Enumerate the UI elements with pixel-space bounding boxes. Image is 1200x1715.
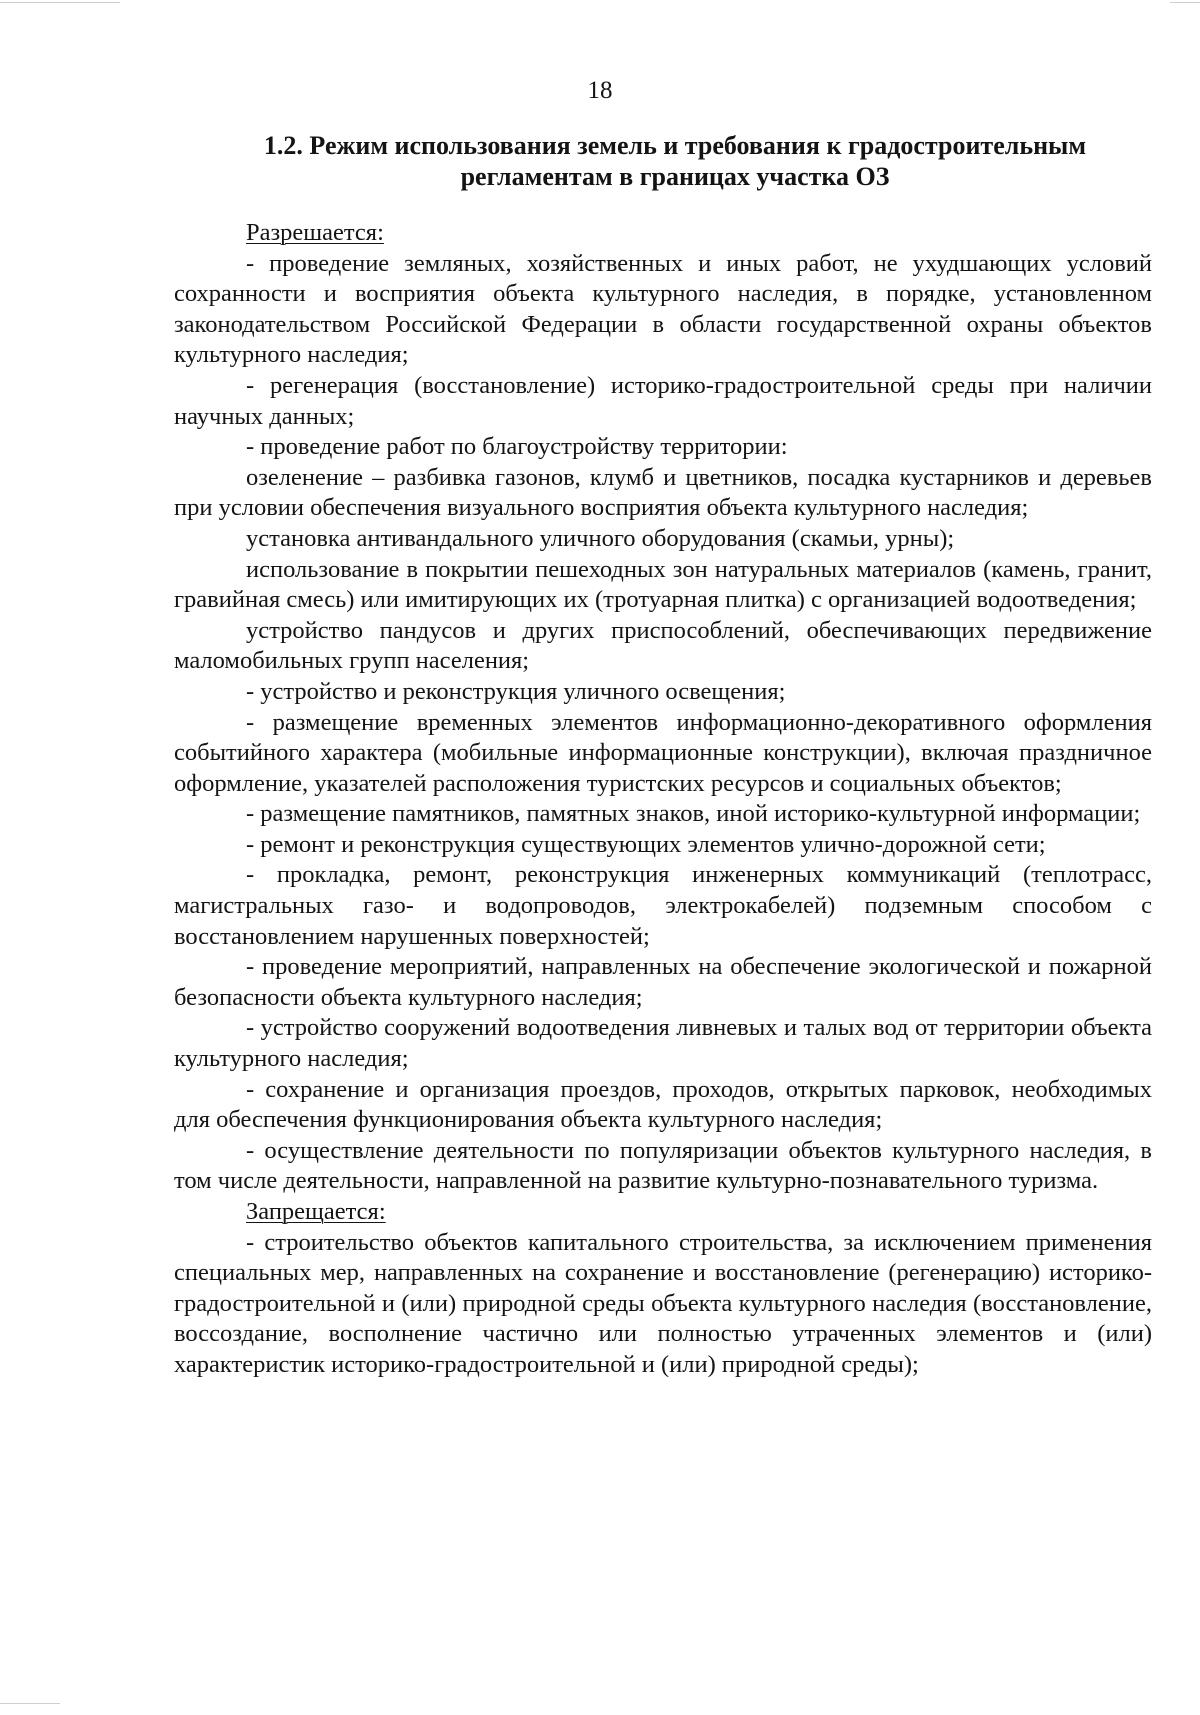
- prohibited-item: - строительство объектов капитального строительства, за исключением применения специальных мер, направленных на сохранение и восстановление (регенерацию) историко-градостроительной и (или) природной среды объекта культурного наследия (восстановление, воссоздание, восполнение частично или полностью утраченных элементов и (или) характеристик историко-градостроительной и (или) природной среды);: [174, 1228, 1152, 1378]
- allowed-item: - регенерация (восстановление) историко-градостроительной среды при наличии научных данных;: [174, 371, 1152, 430]
- section-heading: [175, 130, 1175, 192]
- allowed-item: - размещение временных элементов информационно-декоративного оформления событийного характера (мобильные информационные конструкции), включая праздничное оформление, указателей расположения туристских ресурсов и социальных объектов;: [174, 708, 1152, 797]
- document-body: [174, 218, 1152, 1381]
- allowed-subitem: озеленение – разбивка газонов, клумб и цветников, посадка кустарников и деревьев при условии обеспечения визуального восприятия объекта культурного наследия;: [174, 463, 1152, 522]
- allowed-item: - проведение работ по благоустройству территории:: [246, 433, 788, 461]
- section-heading-line-2: регламентам в границах участка ОЗ: [460, 162, 890, 191]
- scan-edge-mark-top-left: [0, 2, 120, 3]
- allowed-section-title: Разрешается:: [246, 219, 384, 246]
- page-number: 18: [587, 77, 613, 104]
- allowed-item: - устройство сооружений водоотведения ливневых и талых вод от территории объекта культурного наследия;: [174, 1014, 1152, 1073]
- allowed-subitem: устройство пандусов и других приспособлений, обеспечивающих передвижение маломобильных групп населения;: [174, 616, 1152, 675]
- allowed-item: - устройство и реконструкция уличного освещения;: [246, 677, 786, 705]
- allowed-item: - сохранение и организация проездов, проходов, открытых парковок, необходимых для обеспечения функционирования объекта культурного наследия;: [174, 1075, 1152, 1134]
- prohibited-section-title: Запрещается:: [246, 1198, 386, 1225]
- allowed-item: - прокладка, ремонт, реконструкция инженерных коммуникаций (теплотрасс, магистральных газо- и водопроводов, электрокабелей) подземным способом с восстановлением нарушенных поверхностей;: [174, 861, 1152, 950]
- allowed-subitem: использование в покрытии пешеходных зон натуральных материалов (камень, гранит, гравийная смесь) или имитирующих их (тротуарная плитка) с организацией водоотведения;: [174, 555, 1152, 614]
- allowed-item: - проведение мероприятий, направленных на обеспечение экологической и пожарной безопасности объекта культурного наследия;: [174, 953, 1152, 1011]
- section-heading-line-1: 1.2. Режим использования земель и требования к градостроительным: [263, 131, 1087, 160]
- allowed-subitem: установка антивандального уличного оборудования (скамьи, урны);: [246, 524, 955, 552]
- allowed-item: - проведение земляных, хозяйственных и иных работ, не ухудшающих условий сохранности и восприятия объекта культурного наследия, в порядке, установленном законодательством Российской Федерации в области государственной охраны объектов культурного наследия;: [174, 249, 1152, 369]
- allowed-item: - размещение памятников, памятных знаков, иной историко-культурной информации;: [246, 800, 1141, 828]
- scan-edge-mark-top-right: [1170, 2, 1200, 3]
- allowed-item: - осуществление деятельности по популяризации объектов культурного наследия, в том числе деятельности, направленной на развитие культурно-познавательного туризма.: [174, 1136, 1152, 1195]
- allowed-item: - ремонт и реконструкция существующих элементов улично-дорожной сети;: [246, 830, 1046, 858]
- scan-edge-mark-bottom-left: [0, 1703, 60, 1704]
